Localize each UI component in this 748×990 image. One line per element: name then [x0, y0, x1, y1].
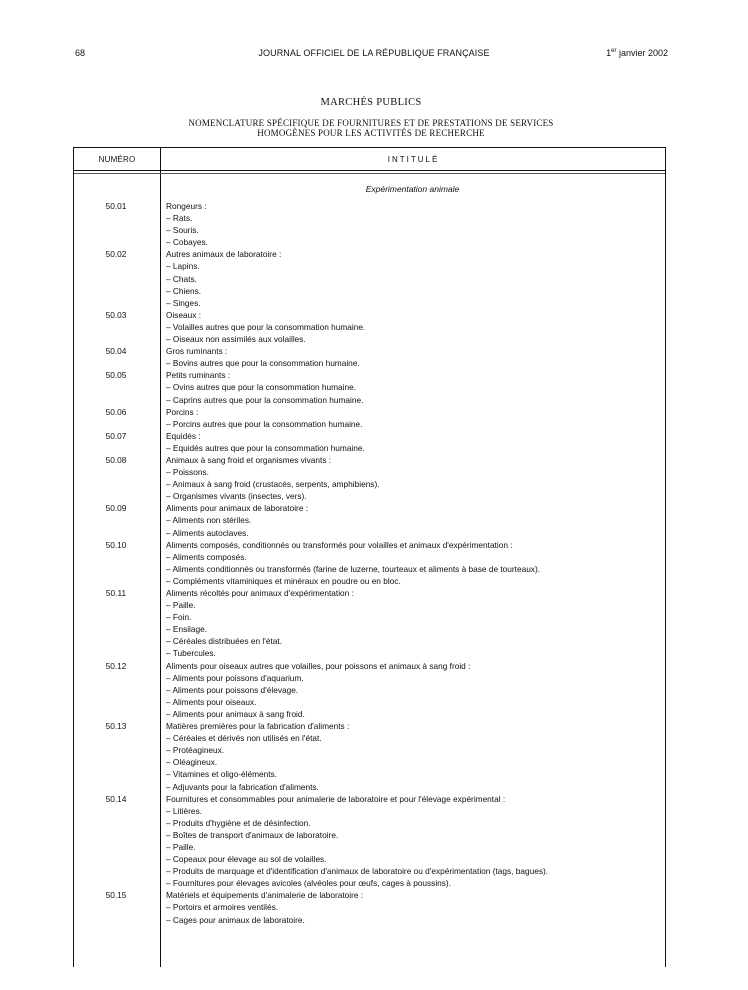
entry-item: – Porcins autres que pour la consommation humaine.: [166, 418, 363, 429]
entry-item: – Adjuvants pour la fabrication d'aliments.: [166, 781, 319, 792]
entry-heading: Aliments pour animaux de laboratoire :: [166, 503, 309, 514]
subtitle-line-2: HOMOGÈNES POUR LES ACTIVITÉS DE RECHERCHE: [257, 128, 485, 138]
running-header: [0, 48, 748, 62]
entry-item: – Compléments vitaminiques et minéraux en poudre ou en bloc.: [166, 575, 401, 586]
section-heading: Expérimentation animale: [365, 184, 460, 194]
entry-item: – Tubercules.: [166, 648, 216, 659]
entry-item: – Aliments pour animaux à sang froid.: [166, 708, 305, 719]
entry-item: – Aliments conditionnés ou transformés (farine de luzerne, tourteaux et aliments à base de tourteaux).: [166, 563, 541, 574]
table-row: [73, 248, 666, 308]
entry-item: – Cages pour animaux de laboratoire.: [166, 914, 305, 925]
entry-item: – Vitamines et oligo-éléments.: [166, 769, 277, 780]
entry-number: 50.10: [105, 539, 127, 550]
table-row: [73, 454, 666, 502]
entry-item: – Equidés autres que pour la consommation humaine.: [166, 442, 365, 453]
entry-item: – Copeaux pour élevage au sol de volailles.: [166, 854, 327, 865]
entry-item: – Ensilage.: [166, 624, 208, 635]
entry-text: [166, 793, 666, 890]
entry-item: – Caprins autres que pour la consommation humaine.: [166, 394, 364, 405]
entry-item: – Foin.: [166, 612, 192, 623]
issue-date: [606, 48, 668, 58]
entry-item: – Céréales et dérivés non utilisés en l'état.: [166, 733, 322, 744]
entry-number: 50.13: [105, 721, 127, 732]
entry-item: – Volailles autres que pour la consommation humaine.: [166, 321, 366, 332]
entry-number: 50.07: [105, 430, 127, 441]
entry-item: – Paille.: [166, 841, 196, 852]
entry-text: [166, 248, 666, 308]
entry-number: 50.02: [105, 249, 127, 260]
entry-number: 50.09: [105, 503, 127, 514]
issue-date-rest: janvier 2002: [616, 48, 668, 58]
table-row: [73, 502, 666, 538]
column-header-number: NUMÉRO: [98, 155, 136, 164]
entry-item: – Aliments non stériles.: [166, 515, 252, 526]
table-row: [73, 430, 666, 454]
entry-item: – Organismes vivants (insectes, vers).: [166, 491, 307, 502]
table-row: [73, 369, 666, 405]
entry-item: – Produits de marquage et d'identification d'animaux de laboratoire ou d'expérimentation (tags, bagues).: [166, 866, 549, 877]
entry-text: [166, 502, 666, 538]
table-row: [73, 200, 666, 248]
entry-number: 50.14: [105, 793, 127, 804]
entry-number: 50.12: [105, 660, 127, 671]
entry-heading: Matériels et équipements d'animalerie de laboratoire :: [166, 890, 364, 901]
entry-item: – Oléagineux.: [166, 757, 218, 768]
entry-item: – Bovins autres que pour la consommation humaine.: [166, 358, 360, 369]
entry-item: – Chats.: [166, 273, 197, 284]
table-row: [73, 345, 666, 369]
entry-item: – Souris.: [166, 225, 199, 236]
header-rule: [74, 170, 665, 171]
entry-text: [166, 454, 666, 502]
entry-text: [166, 200, 666, 248]
page-number: 68: [75, 48, 86, 58]
entry-item: – Protéagineux.: [166, 745, 225, 756]
entry-number: 50.11: [105, 588, 127, 598]
entry-item: – Portoirs et armoires ventilés.: [166, 902, 279, 913]
entry-number: 50.04: [105, 346, 127, 357]
entry-heading: Gros ruminants :: [166, 346, 228, 357]
entry-item: – Animaux à sang froid (crustacés, serpents, amphibiens).: [166, 479, 380, 490]
entry-number: 50.03: [105, 309, 127, 320]
entry-number: 50.06: [105, 406, 127, 417]
entry-item: – Cobayes.: [166, 237, 208, 248]
entry-heading: Petits ruminants :: [166, 370, 231, 381]
entry-heading: Autres animaux de laboratoire :: [166, 249, 282, 260]
entry-item: – Chiens.: [166, 285, 202, 296]
entry-text: [166, 309, 666, 345]
entry-item: – Lapins.: [166, 261, 200, 272]
entry-item: – Céréales distribuées en l'état.: [166, 636, 282, 647]
subtitle-line-1: NOMENCLATURE SPÉCIFIQUE DE FOURNITURES ET DE PRESTATIONS DE SERVICES: [188, 118, 554, 128]
header-rule-secondary: [74, 173, 665, 174]
table-row: [73, 406, 666, 430]
table-row: [73, 793, 666, 890]
table-row: [73, 587, 666, 660]
issue-date-ordinal: er: [611, 48, 617, 54]
entry-heading: Animaux à sang froid et organismes vivants :: [166, 454, 332, 465]
entry-item: – Boîtes de transport d'animaux de laboratoire.: [166, 829, 339, 840]
entry-item: – Oiseaux non assimilés aux volailles.: [166, 334, 306, 345]
entry-heading: Equidés :: [166, 430, 201, 441]
issue-date-day: 1: [606, 48, 612, 58]
table-row: [73, 539, 666, 587]
entry-number: 50.01: [105, 201, 127, 211]
entry-item: – Aliments autoclaves.: [166, 527, 249, 538]
entry-number: 50.08: [105, 454, 127, 465]
entry-item: – Ovins autres que pour la consommation humaine.: [166, 382, 357, 393]
journal-title: JOURNAL OFFICIEL DE LA RÉPUBLIQUE FRANÇAISE: [258, 48, 490, 58]
entry-heading: Aliments composés, conditionnés ou transformés pour volailles et animaux d'expérimentation :: [166, 539, 513, 550]
entry-item: – Litières.: [166, 805, 202, 816]
entry-number: 50.15: [105, 890, 127, 901]
entry-item: – Fournitures pour élevages avicoles (alvéoles pour œufs, cages à poussins).: [166, 878, 452, 889]
entry-item: – Aliments pour poissons d'élevage.: [166, 684, 299, 695]
entry-text: [166, 369, 666, 405]
page-subtitle: [0, 118, 742, 138]
table-body: [73, 200, 666, 926]
entry-heading: Oiseaux :: [166, 309, 202, 320]
entry-heading: Aliments récoltés pour animaux d'expérimentation :: [166, 588, 354, 598]
table-row: [73, 720, 666, 793]
entry-text: [166, 889, 666, 925]
entry-item: – Poissons.: [166, 467, 209, 478]
page-title: MARCHÉS PUBLICS: [320, 97, 422, 108]
entry-text: [166, 406, 666, 430]
entry-text: [166, 587, 666, 660]
entry-number: 50.05: [105, 370, 127, 381]
table-row: [73, 889, 666, 925]
entry-text: [166, 660, 666, 720]
entry-item: – Rats.: [166, 213, 193, 224]
column-header-title: INTITULÉ: [387, 155, 440, 164]
entry-text: [166, 720, 666, 793]
table-row: [73, 309, 666, 345]
entry-text: [166, 345, 666, 369]
entry-item: – Paille.: [166, 600, 196, 611]
entry-item: – Aliments pour poissons d'aquarium.: [166, 672, 304, 683]
entry-item: – Singes.: [166, 297, 201, 308]
entry-heading: Fournitures et consommables pour animalerie de laboratoire et pour l'élevage expérimental :: [166, 793, 506, 804]
entry-text: [166, 430, 666, 454]
entry-heading: Porcins :: [166, 406, 199, 417]
table-row: [73, 660, 666, 720]
entry-heading: Aliments pour oiseaux autres que volailles, pour poissons et animaux à sang froid :: [166, 660, 471, 671]
entry-heading: Matières premières pour la fabrication d'aliments :: [166, 721, 350, 732]
entry-heading: Rongeurs :: [166, 201, 207, 211]
entry-item: – Aliments composés.: [166, 551, 247, 562]
entry-item: – Aliments pour oiseaux.: [166, 696, 257, 707]
entry-item: – Produits d'hygiène et de désinfection.: [166, 817, 311, 828]
entry-text: [166, 539, 666, 587]
